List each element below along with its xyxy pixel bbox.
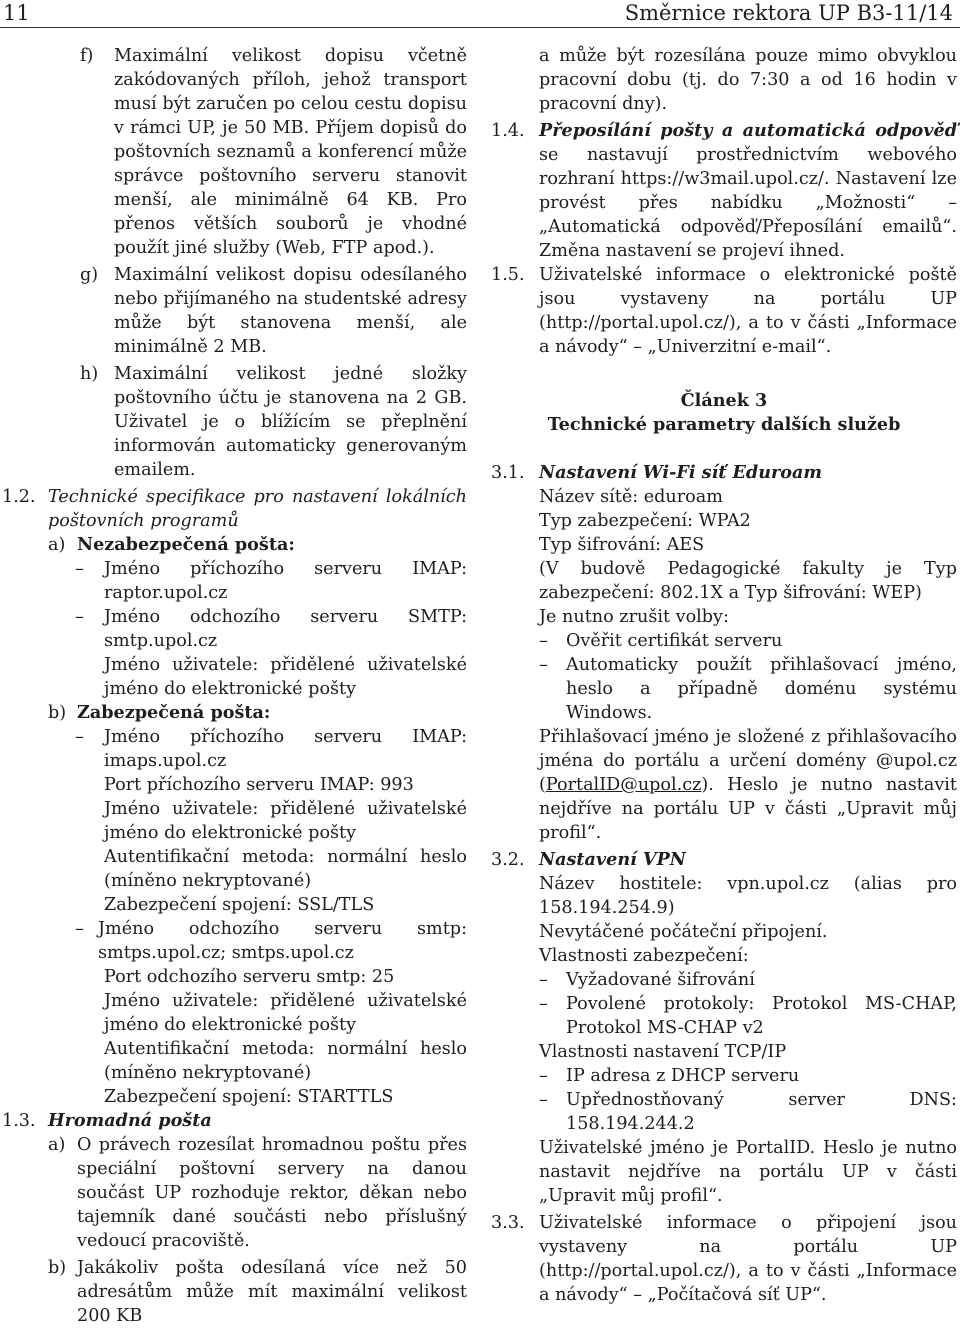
subsection-a: [2, 1133, 467, 1253]
section-text: Uživatelské informace o připojení jsou vystaveny na portálu UP (http://portal.upol.cz/), a to v části „Informace a návody“ – „Počítačová síť UP“.: [539, 1213, 957, 1305]
login-info-a: Přihlašovací jméno je složené z přihlašovacího jména do portálu a určení domény @upol.cz (: [539, 727, 957, 795]
setting-line: Autentifikační metoda: normální heslo (míněno nekryptované): [104, 1039, 467, 1083]
list-text: O právech rozesílat hromadnou poštu přes speciální poštovní servery na danou součást UP rozhoduje rektor, děkan nebo tajemník dané součásti nebo příslušný vedoucí pracoviště.: [77, 1135, 467, 1251]
subsection-title: Zabezpečená pošta:: [77, 702, 271, 723]
dash-item: [539, 629, 957, 653]
list-marker: a): [48, 535, 66, 555]
setting-line: (V budově Pedagogické fakulty je Typ zabezpečení: 802.1X a Typ šifrování: WEP): [539, 559, 957, 603]
setting-line: Typ šifrování: AES: [539, 535, 705, 555]
setting-line: Autentifikační metoda: normální heslo (míněno nekryptované): [104, 847, 467, 891]
section-text: Uživatelské informace o elektronické poště jsou vystaveny na portálu UP (http://portal.upol.cz/), a to v části „Informace a návody“ – „Univerzitní e-mail“.: [539, 265, 957, 357]
list-marker: h): [80, 364, 99, 384]
section-1-2: [2, 485, 467, 533]
dash-item: [539, 653, 957, 725]
dash-text: Jméno příchozího serveru IMAP: imaps.upol.cz: [104, 727, 467, 771]
left-column: [2, 44, 467, 1328]
section-3-2: [491, 848, 957, 1208]
section-number: 1.5.: [491, 265, 525, 285]
section-title: Hromadná pošta: [48, 1110, 212, 1131]
article-label: Článek 3: [680, 390, 768, 411]
list-text: Maximální velikost dopisu odesílaného nebo přijímaného na studentské adresy může být stanovena menší, ale minimálně 2 MB.: [114, 265, 467, 357]
dash-marker: –: [539, 970, 548, 990]
portal-email-link[interactable]: PortalID@upol.cz: [545, 775, 702, 795]
section-1-3: [2, 1109, 467, 1133]
article-heading: [491, 389, 957, 437]
dash-marker: –: [539, 655, 548, 675]
dash-item: [539, 1088, 957, 1136]
section-body: se nastavují prostřednictvím webového rozhraní https://w3mail.upol.cz/. Nastavení lze provést přes nabídku „Možnosti“ – „Automatická odpověď/Přeposílání emailů“. Změna nastavení se projeví ihned.: [539, 145, 957, 261]
subsection-title: Nezabezpečená pošta:: [77, 534, 295, 555]
dash-marker: –: [539, 1090, 548, 1110]
dash-item: [2, 725, 467, 773]
section-number: 1.4.: [491, 121, 525, 141]
dash-item: [2, 917, 467, 965]
login-info-b: ). Heslo je nutno nastavit nejdříve na portálu UP v části „Upravit můj profil“.: [539, 775, 957, 843]
header-rule: [0, 27, 960, 28]
setting-line: Zabezpečení spojení: STARTTLS: [104, 1087, 394, 1107]
section-title: Nastavení VPN: [539, 849, 686, 870]
section-1-5: [491, 263, 957, 359]
dash-text: Vyžadované šifrování: [566, 970, 755, 990]
setting-line: Vlastnosti nastavení TCP/IP: [539, 1042, 787, 1062]
subsection-b: [2, 701, 467, 725]
section-number: 3.1.: [491, 463, 525, 483]
setting-line: Jméno uživatele: přidělené uživatelské jméno do elektronické pošty: [104, 991, 467, 1035]
subsection-b: [2, 1256, 467, 1328]
list-marker: g): [80, 265, 99, 285]
page-number: 11: [3, 1, 30, 25]
dash-marker: –: [75, 727, 84, 747]
list-item-f: [2, 44, 467, 260]
section-1-4: [491, 119, 957, 263]
dash-marker: –: [75, 919, 84, 939]
section-number: 3.3.: [491, 1213, 525, 1233]
dash-text: Povolené protokoly: Protokol MS-CHAP, Protokol MS-CHAP v2: [566, 994, 957, 1038]
setting-line: Nevytáčené počáteční připojení.: [539, 922, 828, 942]
continued-text: a může být rozesílána pouze mimo obvyklou pracovní dobu (tj. do 7:30 a od 16 hodin v pracovní dny).: [539, 46, 957, 114]
dash-text: Automaticky použít přihlašovací jméno, heslo a případně doménu systému Windows.: [566, 655, 957, 723]
section-title: Technické specifikace pro nastavení lokálních poštovních programů: [48, 487, 467, 531]
list-marker: a): [48, 1135, 66, 1155]
section-title: Nastavení Wi-Fi síť Eduroam: [539, 462, 823, 483]
dash-text: Jméno odchozího serveru SMTP: smtp.upol.cz: [104, 607, 467, 651]
section-title: Přeposílání pošty a automatická odpověď: [539, 120, 957, 141]
setting-line: Jméno uživatele: přidělené uživatelské jméno do elektronické pošty: [104, 799, 467, 843]
list-item-h: [2, 362, 467, 482]
list-item-g: [2, 263, 467, 359]
setting-line: Uživatelské jméno je PortalID. Heslo je nutno nastavit nejdříve na portálu UP v části „Upravit můj profil“.: [539, 1138, 957, 1206]
right-column: [491, 44, 957, 1307]
section-number: 1.2.: [2, 487, 36, 507]
dash-item: [539, 992, 957, 1040]
list-text: Maximální velikost dopisu včetně zakódovaných příloh, jehož transport musí být zaručen po celou cestu dopisu v rámci UP, je 50 MB. Příjem dopisů do poštovních seznamů a konferencí může správce poštovního serveru stanovit menší, ale minimálně 64 KB. Pro přenos větších souborů je vhodné použít jiné služby (Web, FTP apod.).: [114, 46, 467, 258]
setting-line: Jméno uživatele: přidělené uživatelské jméno do elektronické pošty: [104, 655, 467, 699]
setting-line: Zabezpečení spojení: SSL/TLS: [104, 895, 375, 915]
list-marker: b): [48, 703, 67, 723]
section-3-1: [491, 461, 957, 845]
setting-line: Typ zabezpečení: WPA2: [539, 511, 751, 531]
setting-line: Název sítě: eduroam: [539, 487, 723, 507]
list-text: Maximální velikost jedné složky poštovního účtu je stanovena na 2 GB. Uživatel je o blížícím se přeplnění informován automaticky generovaným emailem.: [114, 364, 467, 480]
section-text: [539, 119, 957, 263]
dash-item: [2, 605, 467, 653]
section-number: 1.3.: [2, 1111, 36, 1131]
setting-line: Vlastnosti zabezpečení:: [539, 946, 749, 966]
setting-line: Port odchozího serveru smtp: 25: [104, 967, 395, 987]
section-number: 3.2.: [491, 850, 525, 870]
setting-line: Port příchozího serveru IMAP: 993: [104, 775, 414, 795]
dash-text: Ověřit certifikát serveru: [566, 631, 783, 651]
dash-item: [2, 557, 467, 605]
section-3-3: [491, 1211, 957, 1307]
dash-text: IP adresa z DHCP serveru: [566, 1066, 800, 1086]
article-title: Technické parametry dalších služeb: [547, 414, 901, 435]
dash-marker: –: [75, 559, 84, 579]
dash-text: Jméno odchozího serveru smtp: smtps.upol.cz; smtps.upol.cz: [98, 919, 467, 963]
list-marker: b): [48, 1258, 67, 1278]
subsection-a: [2, 533, 467, 557]
list-marker: f): [80, 46, 94, 66]
dash-marker: –: [539, 631, 548, 651]
dash-item: [539, 1064, 957, 1088]
setting-line: Název hostitele: vpn.upol.cz (alias pro 158.194.254.9): [539, 874, 957, 918]
list-text: Jakákoliv pošta odesílaná více než 50 adresátům může mít maximální velikost 200 KB: [77, 1258, 467, 1326]
dash-text: Jméno příchozího serveru IMAP: raptor.upol.cz: [104, 559, 467, 603]
login-info: [539, 725, 957, 845]
dash-text: Upřednostňovaný server DNS: 158.194.244.2: [566, 1090, 957, 1134]
setting-line: Je nutno zrušit volby:: [539, 607, 729, 627]
dash-item: [539, 968, 957, 992]
dash-marker: –: [75, 607, 84, 627]
document-title: Směrnice rektora UP B3-11/14: [624, 1, 953, 25]
dash-marker: –: [539, 1066, 548, 1086]
dash-marker: –: [539, 994, 548, 1014]
